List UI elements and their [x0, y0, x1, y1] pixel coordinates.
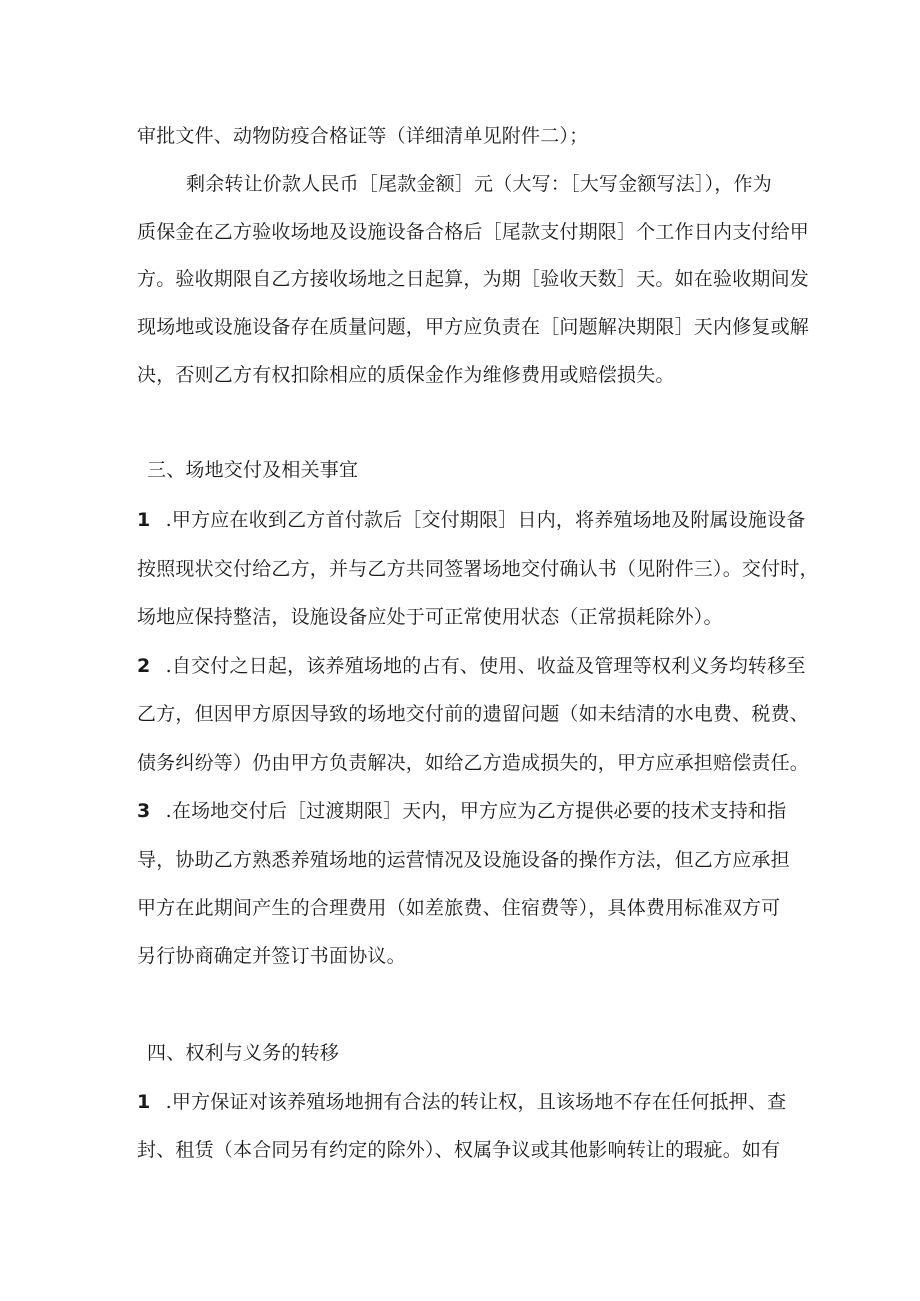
paragraph-balance-line: 决，否则乙方有权扣除相应的质保金作为维修费用或赔偿损失。 — [137, 364, 675, 386]
section-3-item-3-line: 甲方在此期间产生的合理费用（如差旅费、住宿费等），具体费用标准双方可 — [137, 897, 781, 919]
section-3-item-3-first-line — [137, 799, 786, 823]
section-4-heading: 四、权利与义务的转移 — [147, 1042, 340, 1064]
item-number: 3 — [137, 800, 151, 822]
section-3-heading: 三、场地交付及相关事宜 — [147, 459, 359, 481]
paragraph-fragment-line: 审批文件、动物防疫合格证等（详细清单见附件二）； — [137, 125, 589, 147]
section-3-item-3-line: 另行协商确定并签订书面协议。 — [137, 945, 406, 967]
paragraph-balance-line: 质保金在乙方验收场地及设施设备合格后［尾款支付期限］个工作日内支付给甲 — [137, 221, 810, 243]
section-3-item-1-first-line — [137, 508, 806, 532]
item-text: .在场地交付后［过渡期限］天内，甲方应为乙方提供必要的技术支持和指 — [165, 800, 787, 822]
section-3-item-1-line: 按照现状交付给乙方，并与乙方共同签署场地交付确认书（见附件三）。交付时， — [137, 558, 819, 580]
section-4-item-1-line: 封、租赁（本合同另有约定的除外）、权属争议或其他影响转让的瑕疵。如有 — [137, 1139, 781, 1161]
item-text: .甲方应在收到乙方首付款后［交付期限］日内，将养殖场地及附属设施设备 — [165, 509, 806, 531]
item-text: .自交付之日起，该养殖场地的占有、使用、收益及管理等权利义务均转移至 — [165, 655, 806, 677]
section-3-item-2-first-line — [137, 654, 806, 678]
paragraph-balance-line: 剩余转让价款人民币［尾款金额］元（大写：［大写金额写法］），作为 — [186, 173, 772, 195]
section-3-item-3-line: 导，协助乙方熟悉养殖场地的运营情况及设施设备的操作方法，但乙方应承担 — [137, 849, 790, 871]
section-4-item-1-first-line — [137, 1090, 786, 1114]
paragraph-balance-line: 方。验收期限自乙方接收场地之日起算，为期［验收天数］天。如在验收期间发 — [137, 268, 810, 290]
paragraph-balance-line: 现场地或设施设备存在质量问题，甲方应负责在［问题解决期限］天内修复或解 — [137, 316, 810, 338]
item-number: 2 — [137, 655, 151, 677]
item-text: .甲方保证对该养殖场地拥有合法的转让权，且该场地不存在任何抵押、查 — [165, 1091, 787, 1113]
section-3-item-1-line: 场地应保持整洁，设施设备应处于可正常使用状态（正常损耗除外）。 — [137, 606, 723, 628]
section-3-item-2-line: 债务纠纷等）仍由甲方负责解决，如给乙方造成损失的，甲方应承担赔偿责任。 — [137, 752, 810, 774]
item-number: 1 — [137, 1091, 151, 1113]
section-3-item-2-line: 乙方，但因甲方原因导致的场地交付前的遗留问题（如未结清的水电费、税费、 — [137, 703, 810, 725]
item-number: 1 — [137, 509, 151, 531]
